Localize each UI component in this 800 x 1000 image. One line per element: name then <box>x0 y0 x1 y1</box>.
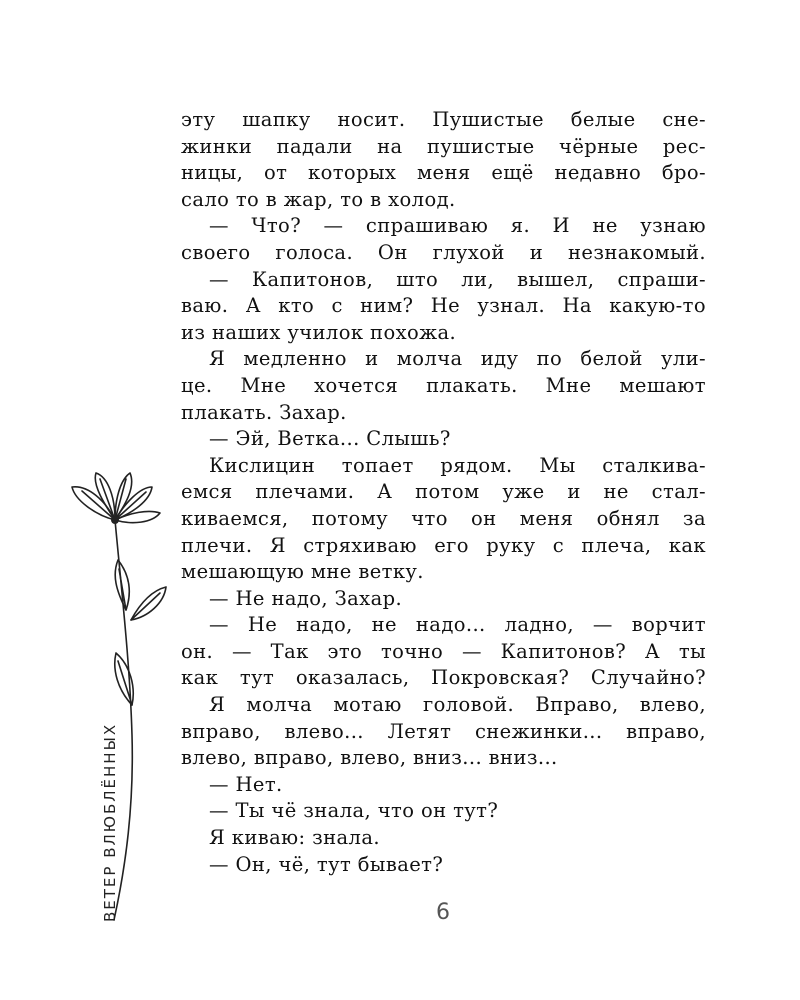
text-line: киваемся, потому что он меня обнял за <box>181 506 706 530</box>
text-line: — Что? — спрашиваю я. И не узнаю <box>209 214 706 238</box>
text-line: — Не надо, не надо... ладно, — ворчит <box>209 613 706 637</box>
text-line: Я медленно и молча иду по белой ули- <box>209 347 706 371</box>
body-text <box>181 107 706 878</box>
text-line: ваю. А кто с ним? Не узнал. На какую-то <box>181 294 706 318</box>
text-line: из наших училок похожа. <box>181 320 457 344</box>
book-title: ВЕТЕР ВЛЮБЛЁННЫХ <box>101 722 119 922</box>
text-line: вправо, влево... Летят снежинки... вправо, <box>181 719 706 743</box>
text-line: он. — Так это точно — Капитонов? А ты <box>181 639 706 663</box>
text-line: — Нет. <box>209 772 283 796</box>
text-line: влево, вправо, влево, вниз... вниз... <box>181 746 558 770</box>
text-line: Кислицин топает рядом. Мы сталкива- <box>209 453 706 477</box>
text-line: ницы, от которых меня ещё недавно бро- <box>181 161 706 185</box>
text-line: це. Мне хочется плакать. Мне мешают <box>181 373 706 397</box>
flower-illustration-icon <box>60 465 180 935</box>
text-line: Я киваю: знала. <box>209 826 380 850</box>
text-line: — Не надо, Захар. <box>209 586 403 610</box>
page-number: 6 <box>436 900 450 925</box>
text-line: мешающую мне ветку. <box>181 560 424 584</box>
text-line: — Ты чё знала, что он тут? <box>209 799 499 823</box>
text-line: — Капитонов, што ли, вышел, спраши- <box>209 267 706 291</box>
text-line: плечи. Я стряхиваю его руку с плеча, как <box>181 533 706 557</box>
text-line: как тут оказалась, Покровская? Случайно? <box>181 666 706 690</box>
text-line: емся плечами. А потом уже и не стал- <box>181 480 706 504</box>
text-line: эту шапку носит. Пушистые белые сне- <box>181 108 706 131</box>
text-line: своего голоса. Он глухой и незнакомый. <box>181 240 706 264</box>
text-line: сало то в жар, то в холод. <box>181 187 456 211</box>
text-line: — Эй, Ветка... Слышь? <box>209 427 451 451</box>
text-line: жинки падали на пушистые чёрные рес- <box>181 134 706 158</box>
text-line: плакать. Захар. <box>181 400 347 424</box>
text-line: — Он, чё, тут бывает? <box>209 852 444 876</box>
text-line: Я молча мотаю головой. Вправо, влево, <box>209 693 706 717</box>
